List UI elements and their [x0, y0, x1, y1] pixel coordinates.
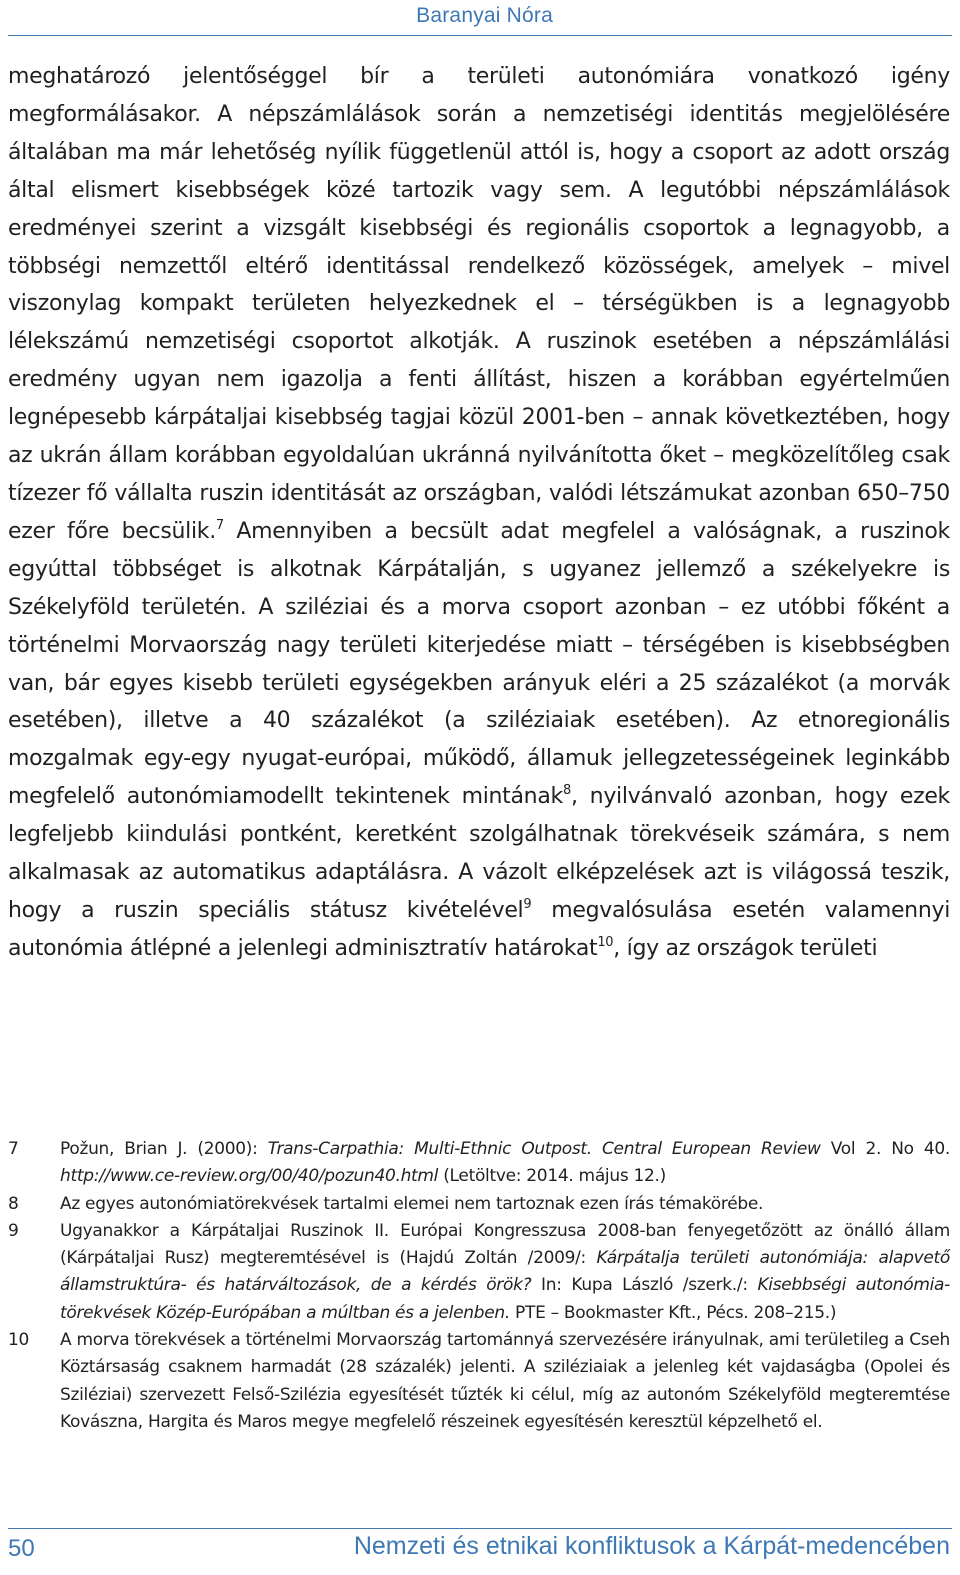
footnote-italic-segment: http://www.ce-review.org/00/40/pozun40.html — [60, 1166, 439, 1187]
footnote-item — [8, 1327, 950, 1436]
footnote-ref-8[interactable]: 8 — [562, 783, 571, 799]
footnote-number: 10 — [8, 1330, 30, 1351]
footnote-italic-segment: Trans-Carpathia: Multi-Ethnic Outpost. Central European Review — [267, 1139, 821, 1159]
footnote-segment: Vol 2. No 40. — [820, 1139, 950, 1159]
footnote-segment: Az egyes autonómiatörekvések tartalmi elemei nem tartoznak ezen írás témakörébe. — [60, 1193, 764, 1214]
footer-rule — [8, 1528, 952, 1529]
footnote-number: 7 — [8, 1139, 19, 1159]
body-text-part-4: megvalósulása esetén valamennyi autonómia átlépné a jelenlegi adminisztratív határokat — [8, 897, 951, 961]
footnote-text — [60, 1191, 950, 1218]
body-text-part-2: Amennyiben a becsült adat megfelel a valóságnak, a ruszinok egyúttal többséget is alkotnak Kárpátalján, s ugyanez jellemző a székelyekre is Székelyföld területén. A sziléziai és a morva csoport azonban – ez utóbbi főként a történelmi Morvaország nagy területi kiterjedése miatt – térségében is kisebbségben van, bár egyes kisebb területi egységekben arányuk eléri a 25 százalékot (a morvák esetében), illetve a 40 százalékot (a sziléziaiak esetében). Az etnoregionális mozgalmak egy-egy nyugat-európai, működő, államuk jellegzetességeinek leginkább megfelelő autonómiamodellt tekintenek mintának — [8, 518, 950, 810]
footnote-item — [8, 1136, 950, 1191]
footnote-number: 8 — [8, 1193, 19, 1214]
body-paragraph — [8, 58, 950, 968]
body-text-part-5: , így az országok területi — [613, 935, 878, 961]
footnote-number: 9 — [8, 1220, 19, 1241]
footnote-segment: A morva törekvések a történelmi Morvaország tartománnyá szervezésére irányulnak, ami területileg a Cseh Köztársaság csaknem harmadát (28 százalék) jelenti. A sziléziaiak a jelenleg két vajdaságba (Opolei és Sziléziai) szervezett Felső-Szilézia egyesítését tűzték ki célul, míg az autonóm Székelyföld megteremtése Kovászna, Hargita és Maros megye megfelelő részeinek egyesítésén keresztül képzelhető el. — [60, 1330, 950, 1432]
footnote-text — [60, 1136, 950, 1191]
body-text-part-3: , nyilvánvaló azonban, hogy ezek legfeljebb kiindulási pontként, keretként szolgálhatnak törekvéseik számára, s nem alkalmasak az automatikus adaptálásra. A vázolt elképzelések azt is világossá teszik, hogy a ruszin speciális státusz kivételével — [8, 784, 950, 923]
footnote-segment: Požun, Brian J. (2000): — [60, 1139, 268, 1159]
footnote-italic-segment: Kisebbségi autonómia-törekvések Közép-Európában a múltban és a jelenben. — [60, 1275, 950, 1323]
footnote-segment: In: Kupa László /szerk./: — [531, 1275, 758, 1296]
footnote-italic-segment: Kárpátalja területi autonómiája: alapvető államstruktúra- és határváltozások, de a kérdés örök? — [60, 1248, 950, 1296]
main-text — [8, 58, 950, 968]
body-text-part-1: meghatározó jelentőséggel bír a területi autonómiára vonatkozó igény megformálásakor. A népszámlálások során a nemzetiségi identitás megjelölésére általában ma már lehetőség nyílik függetlenül attól is, hogy a csoport az adott ország által elismert kisebbségek közé tartozik vagy sem. A legutóbbi népszámlálások eredményei szerint a vizsgált kisebbségi és regionális csoportok a legnagyobb, a többségi nemzettől eltérő identitással rendelkező közösségek, amelyek – mivel viszonylag kompakt területen helyezkednek el – térségükben is a legnagyobb lélekszámú nemzetiségi csoportot alkotják. A ruszinok esetében a népszámlálási eredmény ugyan nem igazolja a fenti állítást, hiszen a korábban egyértelműen legnépesebb kárpátaljai kisebbség tagjai közül 2001-ben – annak következtében, hogy az ukrán állam korábban egyoldalúan ukránná nyilvánította őket – megközelítőleg csak tízezer fő vállalta ruszin identitását az országban, valódi létszámukat azonban 650–750 ezer főre becsülik. — [8, 64, 950, 544]
footnote-text — [60, 1218, 950, 1327]
footnotes-section — [8, 1136, 950, 1436]
footnote-segment: Ugyanakkor a Kárpátaljai Ruszinok II. Európai Kongresszusa 2008-ban fenyegetőzött az önálló állam (Kárpátaljai Rusz) megteremtésével is (Hajdú Zoltán /2009/: — [60, 1220, 950, 1269]
footnote-segment: (Letöltve: 2014. május 12.) — [438, 1166, 666, 1187]
footnote-ref-7[interactable]: 7 — [215, 517, 224, 533]
footnote-item — [8, 1191, 950, 1218]
running-header-author: Baranyai Nóra — [416, 4, 553, 27]
page-number: 50 — [8, 1535, 35, 1562]
footnote-ref-9[interactable]: 9 — [523, 896, 532, 912]
footnote-text — [60, 1327, 950, 1436]
footnote-ref-10[interactable]: 10 — [597, 934, 614, 950]
footnote-item — [8, 1218, 950, 1327]
footnote-segment: PTE – Bookmaster Kft., Pécs. 208–215.) — [509, 1302, 837, 1323]
running-footer-book-title: Nemzeti és etnikai konfliktusok a Kárpát-medencében — [353, 1532, 950, 1560]
header-rule — [8, 35, 952, 36]
